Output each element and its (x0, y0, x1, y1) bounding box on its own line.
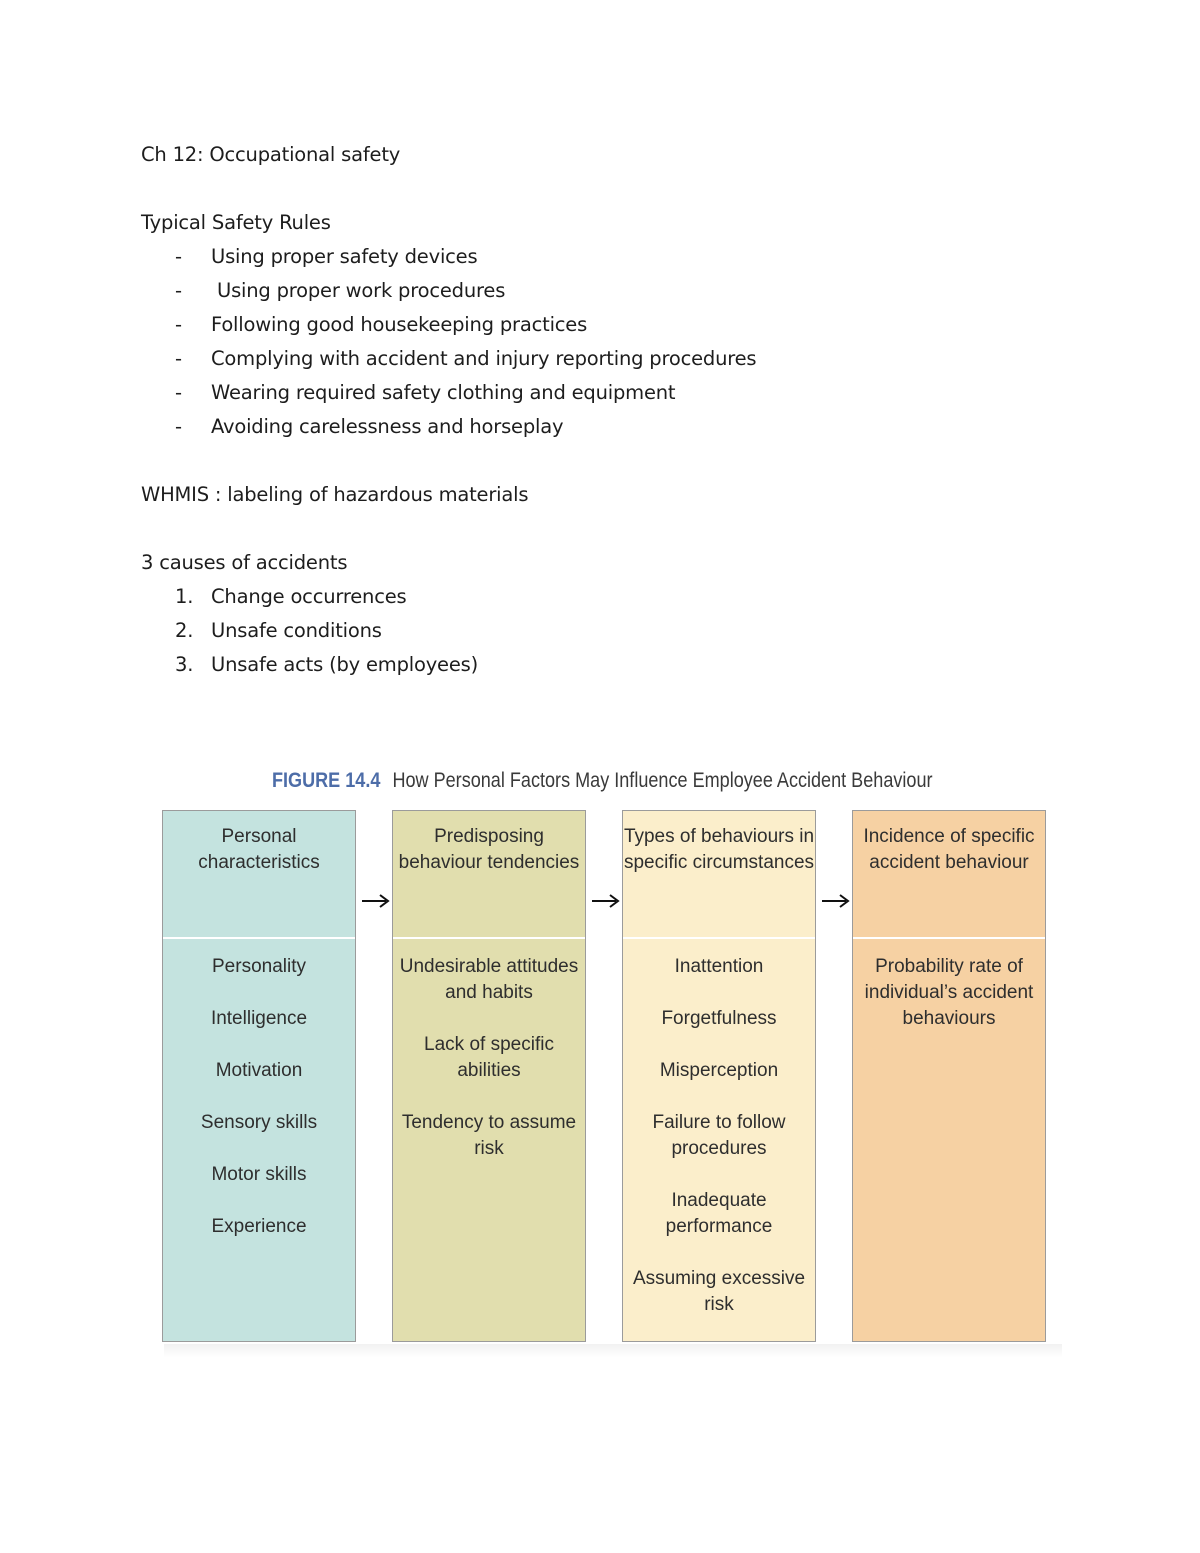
column-body (853, 941, 1045, 1058)
arrow-right-icon (360, 890, 392, 912)
cause-text: Change occurrences (211, 585, 407, 608)
column-item: Tendency to assume risk (401, 1112, 577, 1159)
list-item (141, 410, 1101, 444)
column-accident-incidence (852, 810, 1046, 1342)
rule-text: Following good housekeeping practices (211, 313, 588, 336)
causes-title: 3 causes of accidents (141, 551, 348, 574)
column-behaviour-types (622, 810, 816, 1342)
spacer (141, 444, 1101, 478)
list-item (141, 580, 1101, 614)
bullet-marker: - (175, 313, 182, 336)
number-marker: 2. (175, 619, 194, 642)
column-item: Lack of specific abilities (424, 1034, 554, 1081)
rule-text: Complying with accident and injury reporting procedures (211, 347, 757, 370)
column-item: Experience (211, 1216, 307, 1237)
column-item: Forgetfulness (661, 1008, 777, 1029)
bullet-marker: - (175, 381, 182, 404)
arrow-right-icon (820, 890, 852, 912)
column-item: Personality (212, 956, 306, 977)
whmis-line: WHMIS : labeling of hazardous materials (141, 483, 529, 506)
column-header: Incidence of specific accident behaviour (853, 811, 1045, 939)
page-heading: Ch 12: Occupational safety (141, 143, 401, 166)
list-item (141, 308, 1101, 342)
causes-list (141, 580, 1101, 682)
column-item: Motor skills (211, 1164, 307, 1185)
rule-text: Avoiding carelessness and horseplay (211, 415, 564, 438)
rules-title: Typical Safety Rules (141, 211, 331, 234)
bullet-marker: - (175, 245, 182, 268)
column-item: Probability rate of individual’s accident behaviours (864, 956, 1034, 1029)
cause-text: Unsafe acts (by employees) (211, 653, 479, 676)
column-header: Types of behaviours in specific circumstances (623, 811, 815, 939)
spacer (141, 512, 1101, 546)
list-item (141, 376, 1101, 410)
column-item: Inadequate performance (665, 1190, 773, 1237)
column-predisposing-tendencies (392, 810, 586, 1342)
column-item: Sensory skills (200, 1112, 318, 1133)
figure-shadow (164, 1344, 1062, 1358)
bullet-marker: - (175, 347, 182, 370)
rule-text: Using proper work procedures (217, 279, 506, 302)
column-item: Misperception (659, 1060, 779, 1081)
list-item (141, 342, 1101, 376)
column-item: Intelligence (210, 1008, 308, 1029)
list-item (141, 240, 1101, 274)
list-item (141, 648, 1101, 682)
bullet-marker: - (175, 415, 182, 438)
column-header: Predisposing behaviour tendencies (393, 811, 585, 939)
figure-title: How Personal Factors May Influence Employee Accident Behaviour (392, 769, 933, 792)
list-item (141, 274, 1101, 308)
column-header: Personal characteristics (163, 811, 355, 939)
column-body (623, 941, 815, 1344)
rule-text: Using proper safety devices (211, 245, 478, 268)
arrow-right-icon (590, 890, 622, 912)
cause-text: Unsafe conditions (211, 619, 382, 642)
spacer (141, 172, 1101, 206)
number-marker: 1. (175, 585, 194, 608)
rule-text: Wearing required safety clothing and equipment (211, 381, 676, 404)
figure-caption (272, 764, 933, 798)
figure-14-4 (160, 760, 1064, 1360)
bullet-marker: - (175, 279, 182, 302)
column-body (163, 941, 355, 1266)
number-marker: 3. (175, 653, 194, 676)
column-body (393, 941, 585, 1188)
column-item: Motivation (215, 1060, 303, 1081)
list-item (141, 614, 1101, 648)
figure-number: FIGURE 14.4 (272, 769, 381, 792)
column-item: Assuming excessive risk (632, 1268, 806, 1315)
column-personal-characteristics (162, 810, 356, 1342)
column-item: Inattention (674, 956, 764, 977)
column-item: Undesirable attitudes and habits (399, 956, 579, 1003)
document-body (141, 138, 1101, 682)
column-item: Failure to follow procedures (652, 1112, 786, 1159)
rules-list (141, 240, 1101, 444)
